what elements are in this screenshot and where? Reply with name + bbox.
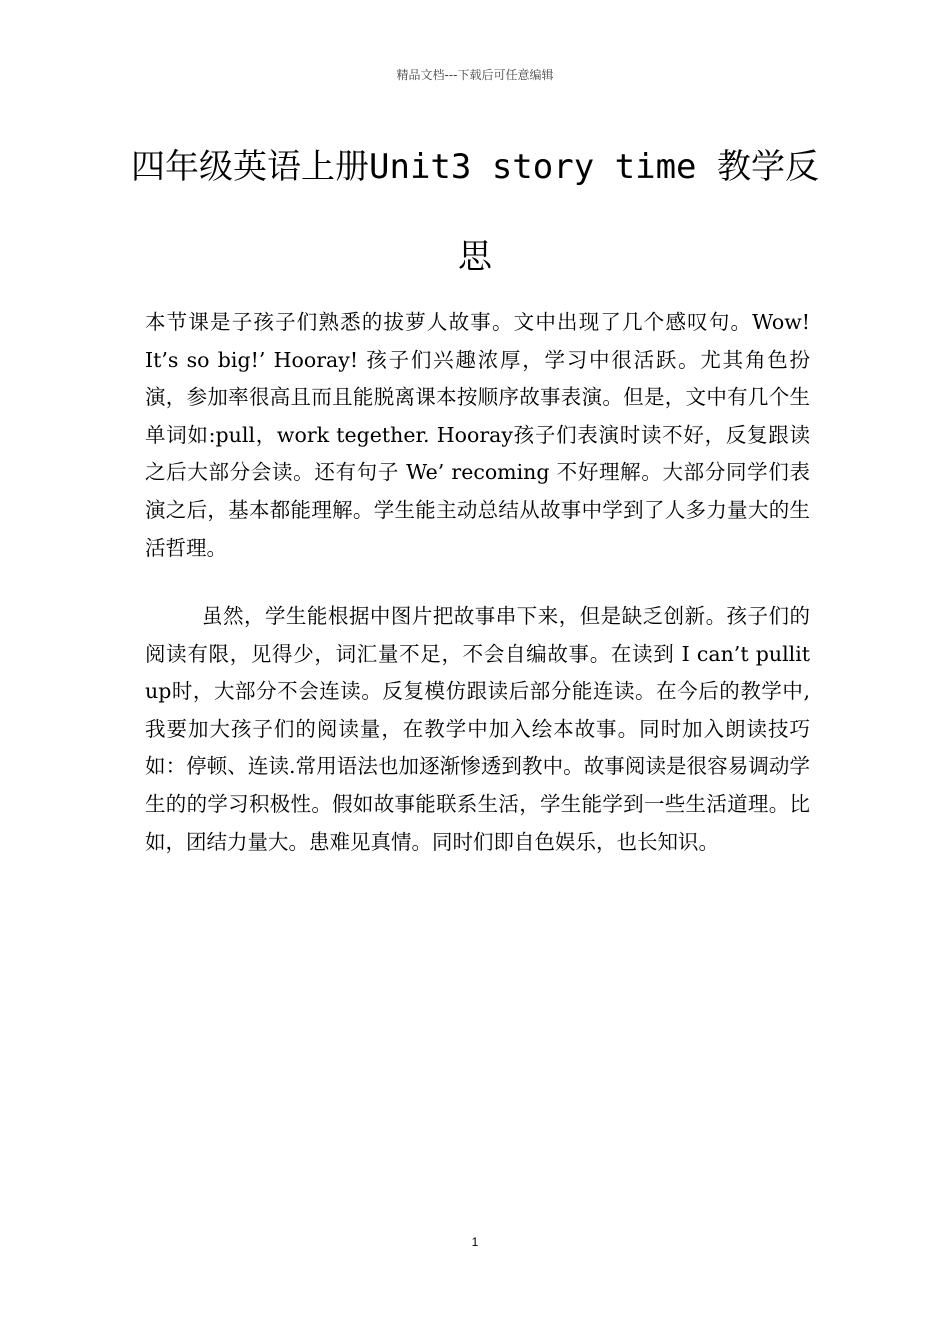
document-title: 四年级英语上册Unit3 story time 教学反思 bbox=[131, 147, 819, 277]
page-header: 精品文档---下载后可任意编辑 bbox=[396, 68, 554, 82]
page-number: 1 bbox=[471, 1235, 479, 1249]
paragraph-1: 本节课是子孩子们熟悉的拔萝人故事。文中出现了几个感叹句。Wow! It’s so big!’ Hooray! 孩子们兴趣浓厚，学习中很活跃。尤其角色扮演，参加率很高且而且能脱离课本按顺序故事表演。但是，文中有几个生单词如:pull，work tegether. Hooray孩子们表演时读不好，反复跟读之后大部分会读。还有句子 We’ recoming 不好理解。大部分同学们表演之后，基本都能理解。学生能主动总结从故事中学到了人多力量大的生活哲理。 bbox=[145, 310, 810, 560]
paragraph-2: 虽然，学生能根据中图片把故事串下来，但是缺乏创新。孩子们的阅读有限，见得少，词汇量不足，不会自编故事。在读到 I can’t pullit up时，大部分不会连读。反复模仿跟读后部分能连读。在今后的教学中,我要加大孩子们的阅读量，在教学中加入绘本故事。同时加入朗读技巧如：停顿、连读.常用语法也加逐渐惨透到教中。故事阅读是很容易调动学生的的学习积极性。假如故事能联系生活，学生能学到一些生活道理。比如，团结力量大。患难见真情。同时们即自色娱乐，也长知识。 bbox=[145, 604, 810, 854]
